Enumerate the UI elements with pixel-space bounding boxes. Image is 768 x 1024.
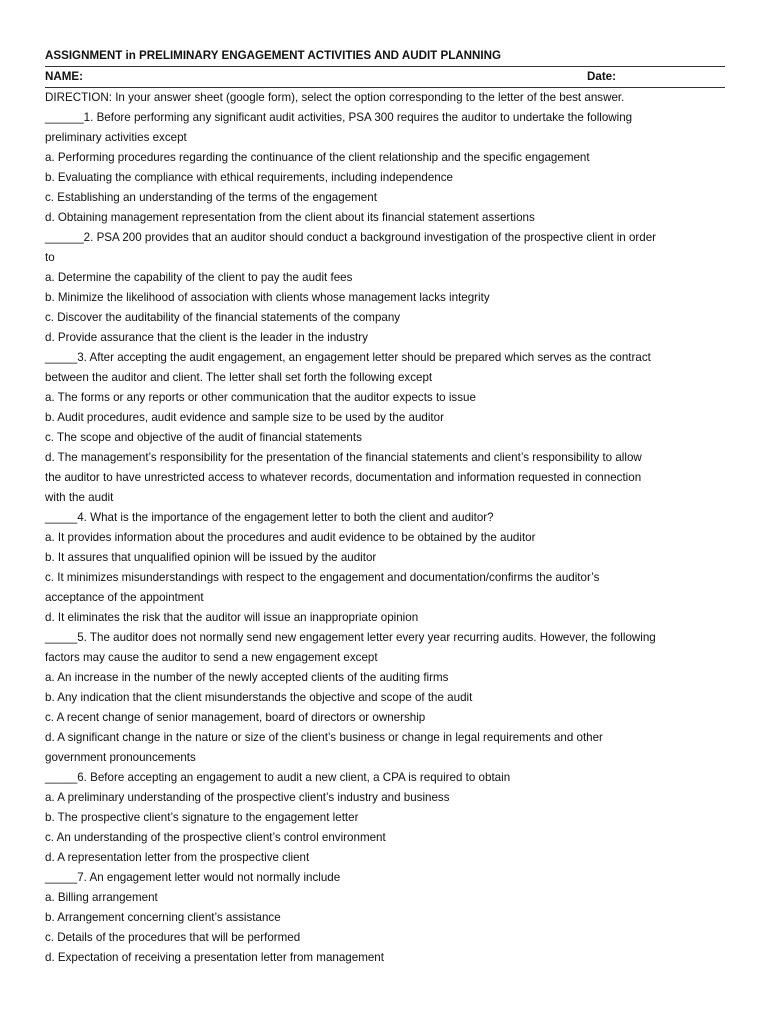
text-line: d. Provide assurance that the client is the leader in the industry [45, 331, 368, 344]
text-line: ______2. PSA 200 provides that an auditor should conduct a background investigation of the prospective client in order [45, 231, 657, 244]
date-label: Date: [587, 70, 616, 83]
text-line: factors may cause the auditor to send a new engagement except [45, 651, 378, 664]
question-list [45, 108, 725, 968]
text-line: a. It provides information about the procedures and audit evidence to be obtained by the auditor [45, 531, 536, 544]
text-line: b. Audit procedures, audit evidence and sample size to be used by the auditor [45, 411, 444, 424]
text-line: the auditor to have unrestricted access to whatever records, documentation and information requested in connection [45, 471, 642, 484]
text-line: b. Any indication that the client misunderstands the objective and scope of the audit [45, 691, 473, 704]
text-line: c. A recent change of senior management, board of directors or ownership [45, 711, 426, 724]
text-line: c. Discover the auditability of the financial statements of the company [45, 311, 401, 324]
text-line: a. Determine the capability of the client to pay the audit fees [45, 271, 353, 284]
text-line: between the auditor and client. The letter shall set forth the following except [45, 371, 433, 384]
text-line: _____6. Before accepting an engagement to audit a new client, a CPA is required to obtain [45, 771, 511, 784]
text-line: _____5. The auditor does not normally send new engagement letter every year recurring audits. However, the following [45, 631, 656, 644]
text-line: d. Expectation of receiving a presentation letter from management [45, 951, 384, 964]
text-line: d. A representation letter from the prospective client [45, 851, 310, 864]
text-line: d. The management’s responsibility for the presentation of the financial statements and client’s responsibility to allow [45, 451, 642, 464]
text-line: a. The forms or any reports or other communication that the auditor expects to issue [45, 391, 476, 404]
text-line: d. Obtaining management representation from the client about its financial statement assertions [45, 211, 535, 224]
text-line: b. Minimize the likelihood of association with clients whose management lacks integrity [45, 291, 490, 304]
text-line: d. It eliminates the risk that the auditor will issue an inappropriate opinion [45, 611, 419, 624]
text-line: to [45, 251, 55, 264]
text-line: a. Performing procedures regarding the continuance of the client relationship and the specific engagement [45, 151, 590, 164]
text-line: b. It assures that unqualified opinion will be issued by the auditor [45, 551, 377, 564]
text-line: a. An increase in the number of the newly accepted clients of the auditing firms [45, 671, 449, 684]
text-line: with the audit [45, 491, 114, 504]
direction-text: DIRECTION: In your answer sheet (google form), select the option corresponding to the letter of the best answer. [45, 91, 625, 104]
text-line: c. The scope and objective of the audit of financial statements [45, 431, 362, 444]
name-date-row [45, 66, 725, 88]
text-line: ______1. Before performing any significant audit activities, PSA 300 requires the auditor to undertake the following [45, 111, 633, 124]
text-line: b. Arrangement concerning client’s assistance [45, 911, 281, 924]
text-line: _____4. What is the importance of the engagement letter to both the client and auditor? [45, 511, 494, 524]
text-line: _____3. After accepting the audit engagement, an engagement letter should be prepared which serves as the contract [45, 351, 651, 364]
text-line: preliminary activities except [45, 131, 187, 144]
name-label: NAME: [45, 70, 83, 83]
text-line: c. It minimizes misunderstandings with respect to the engagement and documentation/confirms the auditor’s [45, 571, 600, 584]
text-line: b. Evaluating the compliance with ethical requirements, including independence [45, 171, 453, 184]
text-line: c. Details of the procedures that will be performed [45, 931, 301, 944]
text-line: a. Billing arrangement [45, 891, 158, 904]
text-line: c. An understanding of the prospective client’s control environment [45, 831, 386, 844]
text-line: acceptance of the appointment [45, 591, 204, 604]
text-line: c. Establishing an understanding of the terms of the engagement [45, 191, 377, 204]
text-line: d. A significant change in the nature or size of the client’s business or change in legal requirements and other [45, 731, 603, 744]
document-page [45, 46, 725, 968]
text-line: a. A preliminary understanding of the prospective client’s industry and business [45, 791, 450, 804]
page-title: ASSIGNMENT in PRELIMINARY ENGAGEMENT ACTIVITIES AND AUDIT PLANNING [45, 49, 502, 62]
text-line: b. The prospective client’s signature to the engagement letter [45, 811, 359, 824]
text-line: government pronouncements [45, 751, 196, 764]
text-line: _____7. An engagement letter would not normally include [45, 871, 341, 884]
